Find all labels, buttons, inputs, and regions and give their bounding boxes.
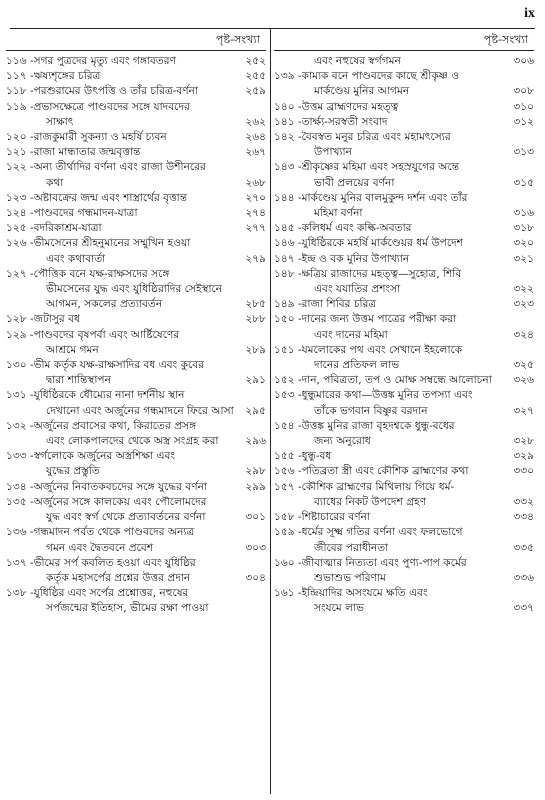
page-reference: ৩২০	[513, 237, 534, 250]
top-rule	[10, 28, 535, 29]
toc-entry-line	[6, 84, 266, 99]
chapter-title: ভাবী প্রলয়ের বর্ণনা	[314, 176, 395, 189]
chapter-title: ইন্দ্রিয়াদির অসংযমে ক্ষতি এবং	[301, 587, 428, 600]
toc-entry-line	[274, 495, 534, 510]
page-reference: ২৬৪	[245, 131, 266, 144]
toc-entry-line	[274, 282, 534, 297]
toc-entry-line	[274, 449, 534, 464]
toc-entry-line	[274, 115, 534, 130]
toc-entry	[274, 525, 534, 555]
chapter-title: যুদ্ধের প্রস্তুতি	[46, 465, 100, 478]
chapter-title: ঋষ্যশৃঙ্গের চরিত্র	[33, 70, 101, 83]
toc-entry	[274, 586, 534, 616]
page-reference: ৩১৮	[513, 222, 534, 235]
page-reference: ৩৩৭	[513, 602, 534, 615]
chapter-title: রাজা শিবির চরিত্র	[301, 298, 377, 311]
page-reference: ২৬৭	[245, 146, 266, 159]
chapter-title: শুভাশুভ পরিণাম	[314, 571, 386, 584]
chapter-title: যুধিষ্ঠিরকে মহর্ষি মার্কণ্ডেয়র ধর্ম উপদেশ	[301, 237, 463, 250]
chapter-number: ১৩৭ -	[6, 556, 34, 569]
page-reference: ২৮৫	[245, 298, 266, 311]
page-reference: ৩৩০	[513, 465, 534, 478]
page-reference: ২৭৯	[245, 252, 266, 265]
toc-entry	[274, 267, 534, 297]
toc-entry-line	[6, 252, 266, 267]
chapter-number: ১২১ -	[6, 146, 34, 159]
page-reference: ৩৩৪	[513, 511, 534, 524]
toc-entry-line	[6, 510, 266, 525]
page-reference: ৩১২	[513, 115, 534, 128]
toc-entry-line	[6, 541, 266, 556]
chapter-title: উত্তম ব্রাহ্মণদের মহত্ত্ব	[301, 100, 399, 113]
page-reference: ৩১৩	[513, 146, 534, 159]
chapter-number: ১৫০ -	[274, 313, 302, 326]
toc-entry-line	[6, 69, 266, 84]
chapter-title: জীবের পরাধীনতা	[314, 541, 389, 554]
toc-entry-line	[6, 191, 266, 206]
chapter-number: ১২৭ -	[6, 267, 34, 280]
chapter-title: অর্জুনের সঙ্গে কালকেয় এবং পৌলোমদের	[33, 495, 207, 508]
chapter-number: ১১৯ -	[6, 100, 34, 113]
chapter-number: ১৪০ -	[274, 100, 302, 113]
toc-entry-line	[274, 358, 534, 373]
chapter-number: ১২৬ -	[6, 237, 34, 250]
page-number: ix	[524, 6, 535, 21]
chapter-number: ১১৬ -	[6, 55, 34, 67]
page-reference: ৩১৫	[513, 176, 534, 189]
toc-entry-line	[274, 510, 534, 525]
chapter-title: অষ্টাবক্রের জন্ম এবং শাস্ত্রার্থের বৃত্তান্ত	[33, 191, 188, 204]
chapter-title: প্রভাসক্ষেত্রে পাণ্ডবদের সঙ্গে যাদবদের	[33, 100, 190, 113]
chapter-number: ১২৩ -	[6, 191, 34, 204]
toc-entry-line	[6, 358, 266, 373]
toc-entry-line	[6, 419, 266, 434]
chapter-title: সগর পুত্রদের মৃত্যু এবং গঙ্গাবতরণ	[33, 55, 176, 67]
chapter-number: ১৫৫ -	[274, 450, 302, 463]
toc-entry	[274, 191, 534, 221]
toc-entry-line	[6, 495, 266, 510]
page-reference: ৩২৩	[513, 298, 534, 311]
chapter-title: পতিব্রতা স্ত্রী এবং কৌশিক ব্রাহ্মণের কথা	[301, 465, 469, 478]
toc-entry	[274, 388, 534, 418]
chapter-title: জটাসুর বধ	[33, 313, 80, 326]
toc-entry	[274, 556, 534, 586]
chapter-title: ইন্দ্র ও বক মুনির উপাখ্যান	[301, 252, 410, 265]
chapter-title: দেখানো এবং অর্জুনের গন্ধমাদনে ফিরে আসা	[46, 404, 234, 417]
chapter-title: সংযমে লাভ	[314, 602, 365, 615]
toc-entry	[6, 525, 266, 555]
page-reference: ২৭০	[245, 191, 266, 204]
chapter-number: ১৩৬ -	[6, 526, 34, 539]
chapter-title: আশ্রমে গমন	[46, 343, 99, 356]
chapter-number: ১৫২ -	[274, 374, 302, 387]
toc-entry-line	[6, 221, 266, 236]
page-reference: ৩০৩	[245, 541, 266, 554]
page-reference: ২৯৯	[245, 480, 266, 493]
chapter-number: ১৪৮ -	[274, 267, 302, 280]
chapter-number: ১৪২ -	[274, 131, 302, 144]
chapter-title: কৌশিক ব্রাহ্মণের মিথিলায় গিয়ে ধর্ম-	[301, 480, 455, 493]
left-entry-list	[6, 54, 266, 617]
chapter-title: মার্কণ্ডেয় মুনির বালমুকুন্দ দর্শন এবং তাঁর	[301, 191, 468, 204]
chapter-title: শ্রীকৃষ্ণের মহিমা এবং সহস্রযুগের অন্তে	[301, 161, 460, 174]
toc-entry	[274, 54, 534, 69]
toc-entry-line	[274, 54, 534, 69]
toc-entry-line	[6, 388, 266, 403]
toc-entry-line	[274, 373, 534, 388]
chapter-number: ১৪১ -	[274, 115, 302, 128]
toc-entry-line	[274, 69, 534, 84]
page-reference: ২৯৬	[245, 435, 266, 448]
toc-entry-line	[274, 267, 534, 282]
toc-entry-line	[274, 556, 534, 571]
chapter-title: তাঁকে ভগবান বিষ্ণুর বরদান	[314, 404, 428, 417]
chapter-title: পৌত্তিক বনে যক্ষ-রাক্ষসদের সঙ্গে	[33, 267, 170, 280]
toc-entry-line	[274, 541, 534, 556]
chapter-title: কলিধর্ম এবং কল্কি-অবতার	[301, 222, 412, 235]
toc-entry-line	[6, 601, 266, 616]
chapter-title: এবং দানের মহিমা	[314, 328, 388, 341]
page-reference: ৩২৭	[513, 404, 534, 417]
chapter-number: ১৬০ -	[274, 556, 302, 569]
chapter-title: গন্ধমাদন পর্বত থেকে পাণ্ডবদের অন্যত্র	[33, 526, 195, 539]
chapter-number: ১২৯ -	[6, 328, 34, 341]
chapter-title: রাজা মান্ধাতার জন্মবৃত্তান্ত	[33, 146, 141, 159]
toc-entry-line	[274, 419, 534, 434]
page-reference: ২৮৮	[245, 313, 266, 326]
toc-entry-line	[274, 434, 534, 449]
toc-entry	[274, 464, 534, 479]
toc-entry-line	[274, 130, 534, 145]
toc-entry-line	[6, 404, 266, 419]
toc-entry-line	[274, 404, 534, 419]
toc-entry-line	[6, 373, 266, 388]
chapter-title: যুধিষ্ঠিরকে ধৌম্যের নানা দর্শনীয় স্থান	[33, 389, 185, 402]
chapter-number: ১৩৫ -	[6, 495, 34, 508]
toc-entry-line	[274, 525, 534, 540]
chapter-number: ১৩৮ -	[6, 587, 34, 600]
page-reference: ৩০১	[245, 511, 266, 524]
chapter-number: ১৪৭ -	[274, 252, 302, 265]
page-reference: ৩০৪	[245, 571, 266, 584]
chapter-number: ১৪৬ -	[274, 237, 302, 250]
page-reference: ২৫২	[245, 55, 266, 67]
toc-entry	[6, 130, 266, 145]
toc-entry	[6, 69, 266, 84]
chapter-title: গমন এবং দ্বৈতবনে প্রবেশ	[46, 541, 154, 554]
chapter-number: ১৩৩ -	[6, 450, 34, 463]
toc-entry-line	[6, 267, 266, 282]
toc-entry-line	[274, 571, 534, 586]
chapter-number: ১৫৯ -	[274, 526, 302, 539]
toc-entry	[274, 252, 534, 267]
chapter-title: অন্য তীর্থাদির বর্ণনা এবং রাজা উশীনরের	[33, 161, 206, 174]
toc-entry-line	[274, 221, 534, 236]
page-reference: ৩৩৫	[513, 541, 534, 554]
toc-entry	[6, 556, 266, 586]
chapter-number: ১৪৫ -	[274, 222, 302, 235]
toc-entry	[274, 160, 534, 190]
chapter-title: মহিমা বর্ণনা	[314, 207, 363, 220]
chapter-number: ১৫৮ -	[274, 511, 302, 524]
chapter-number: ১৩৯ -	[274, 70, 302, 83]
page-reference: ২৬২	[245, 115, 266, 128]
toc-entry-line	[6, 236, 266, 251]
page-reference: ২৬৮	[245, 176, 266, 189]
toc-entry-line	[274, 464, 534, 479]
toc-entry	[6, 221, 266, 236]
chapter-title: অর্জুনের নিবাতকবচদের সঙ্গে যুদ্ধের বর্ণনা	[33, 480, 208, 493]
chapter-number: ১৪৩ -	[274, 161, 302, 174]
chapter-title: কথা	[46, 176, 64, 189]
toc-entry-line	[6, 145, 266, 160]
toc-entry	[274, 221, 534, 236]
chapter-title: যুধিষ্ঠির এবং সর্পের প্রশ্নোত্তর, নহুষের	[33, 587, 189, 600]
toc-entry-line	[6, 312, 266, 327]
page-reference: ২৯১	[245, 374, 266, 387]
toc-entry	[6, 160, 266, 190]
chapter-number: ১২৫ -	[6, 222, 34, 235]
chapter-title: স্বর্গলোকে অর্জুনের অস্ত্রশিক্ষা এবং	[33, 450, 175, 463]
toc-entry	[6, 206, 266, 221]
chapter-title: ক্ষত্রিয় রাজাদের মহত্ত্ব—সুহোত্র, শিবি	[301, 267, 462, 280]
toc-entry-line	[6, 282, 266, 297]
toc-entry	[274, 510, 534, 525]
chapter-title: ভীমের সর্প কবলিত হওয়া এবং যুধিষ্ঠির	[33, 556, 196, 569]
toc-entry-line	[274, 388, 534, 403]
chapter-title: মার্কণ্ডেয় মুনির আগমন	[314, 85, 410, 98]
chapter-title: জন্য অনুরোধ	[314, 435, 371, 448]
toc-entry-line	[274, 601, 534, 616]
toc-entry-line	[274, 206, 534, 221]
toc-entry-line	[274, 191, 534, 206]
toc-entry	[274, 312, 534, 342]
page-reference: ২৯৫	[245, 404, 266, 417]
toc-entry-line	[6, 480, 266, 495]
chapter-number: ১৩১ -	[6, 389, 34, 402]
toc-entry	[6, 586, 266, 616]
toc-entry-line	[6, 297, 266, 312]
chapter-number: ১৫৬ -	[274, 465, 302, 478]
toc-entry	[274, 100, 534, 115]
toc-entry	[6, 145, 266, 160]
chapter-title: ধুন্ধু-বধ	[301, 450, 332, 463]
page-reference: ২৫৫	[245, 70, 266, 83]
chapter-title: যুদ্ধ এবং স্বর্গ থেকে প্রত্যাবর্তনের বর্ণনা	[46, 511, 206, 524]
toc-entry-line	[274, 176, 534, 191]
chapter-number: ১৪৪ -	[274, 191, 302, 204]
chapter-title: পাণ্ডবদের বৃষপর্বা এবং আর্ষ্টিষেণের	[33, 328, 180, 341]
toc-entry	[6, 312, 266, 327]
chapter-title: ব্যাধের নিকট উপদেশ গ্রহণ	[314, 495, 427, 508]
chapter-title: অর্জুনের প্রবাসের কথা, কিরাতের প্রসঙ্গ	[33, 419, 197, 432]
toc-entry	[6, 358, 266, 388]
toc-entry	[274, 130, 534, 160]
chapter-number: ১৩২ -	[6, 419, 34, 432]
chapter-title: যমলোকের পথ এবং সেখানে ইহলোকে	[301, 343, 463, 356]
toc-entry	[274, 419, 534, 449]
toc-entry	[6, 388, 266, 418]
chapter-title: সাক্ষাৎ	[46, 115, 74, 128]
chapter-title: আগমন, সকলের প্রত্যাবর্তন	[46, 298, 163, 311]
page-reference: ৩২৪	[513, 328, 534, 341]
toc-entry-line	[274, 586, 534, 601]
page-reference: ৩০৬	[513, 55, 534, 67]
toc-entry-line	[6, 130, 266, 145]
chapter-number: ১১৭ -	[6, 70, 34, 83]
toc-entry	[274, 236, 534, 251]
page-reference: ৩২৬	[513, 374, 534, 387]
chapter-number: ১৩০ -	[6, 359, 34, 372]
toc-entry-line	[274, 145, 534, 160]
toc-entry	[274, 115, 534, 130]
chapter-number: ১৫৩ -	[274, 389, 302, 402]
toc-entry	[6, 449, 266, 479]
page-reference: ৩২৯	[513, 450, 534, 463]
toc-entry	[6, 84, 266, 99]
toc-entry	[6, 495, 266, 525]
chapter-number: ১১৮ -	[6, 85, 34, 98]
page-reference: ৩৩২	[513, 495, 534, 508]
toc-entry-line	[6, 54, 266, 69]
toc-entry	[274, 480, 534, 510]
toc-entry-line	[6, 206, 266, 221]
page-reference: ৩২৮	[513, 435, 534, 448]
toc-entry	[6, 419, 266, 449]
chapter-title: এবং নহুষের স্বর্গগমন	[314, 55, 401, 67]
page-reference: ৩২২	[513, 283, 534, 296]
chapter-title: ভীমসেনের শ্রীহনুমানের সম্মুখিন হওয়া	[33, 237, 191, 250]
column-divider	[270, 28, 271, 794]
chapter-title: পাণ্ডবদের গন্ধমাদন-যাত্রা	[33, 207, 138, 220]
toc-entry	[6, 54, 266, 69]
toc-entry-line	[274, 480, 534, 495]
toc-entry-line	[6, 343, 266, 358]
toc-entry	[6, 480, 266, 495]
toc-entry-line	[6, 525, 266, 540]
chapter-number: ১৩৪ -	[6, 480, 34, 493]
page-reference: ৩১৬	[513, 207, 534, 220]
chapter-title: ভীম কর্তৃক যক্ষ-রাক্ষসাদির বধ এবং কুবের	[33, 359, 205, 372]
toc-entry	[6, 191, 266, 206]
chapter-number: ১২০ -	[6, 131, 34, 144]
toc-entry-line	[6, 571, 266, 586]
page-reference: ৩১০	[513, 100, 534, 113]
chapter-number: ১২২ -	[6, 161, 34, 174]
toc-entry-line	[6, 160, 266, 175]
chapter-title: পরশুরামের উৎপত্তি ও তাঁর চরিত্র-বর্ণনা	[33, 85, 199, 98]
chapter-title: ধুন্ধুমারের কথা—উত্তঙ্ক মুনির তপস্যা এবং	[301, 389, 473, 402]
page-reference: ২৫৯	[245, 85, 266, 98]
chapter-title: এবং যযাতির প্রশংসা	[314, 283, 401, 296]
toc-entry-line	[274, 343, 534, 358]
chapter-title: এবং কথাবার্তা	[46, 252, 106, 265]
toc-entry-line	[274, 236, 534, 251]
toc-entry-line	[6, 449, 266, 464]
toc-entry	[274, 297, 534, 312]
toc-entry	[6, 100, 266, 130]
page-reference: ৩৩৬	[513, 571, 534, 584]
chapter-title: রাজকুমারী সুকন্যা ও মহর্ষি চ্যবন	[33, 131, 167, 144]
chapter-number: ১২৮ -	[6, 313, 34, 326]
page-count-header: পৃষ্ট-সংখ্যা	[274, 30, 534, 51]
chapter-title: ধর্মের সূক্ষ্ম গতির বর্ণনা এবং ফলভোগে	[301, 526, 463, 539]
toc-entry-line	[274, 84, 534, 99]
page-reference: ২৯৮	[245, 465, 266, 478]
toc-entry-line	[274, 328, 534, 343]
toc-entry-line	[6, 556, 266, 571]
toc-entry-line	[6, 328, 266, 343]
chapter-number: ১২৪ -	[6, 207, 34, 220]
chapter-number: ১৫১ -	[274, 343, 302, 356]
left-column	[6, 30, 266, 800]
toc-entry	[274, 449, 534, 464]
toc-entry	[274, 373, 534, 388]
chapter-number: ১৪৯ -	[274, 298, 302, 311]
toc-entry	[6, 328, 266, 358]
chapter-title: বদরিকাশ্রম-যাত্রা	[33, 222, 102, 235]
page-count-header: পৃষ্ট-সংখ্যা	[6, 30, 266, 51]
toc-entry-line	[6, 115, 266, 130]
page-reference: ৩২৫	[513, 359, 534, 372]
toc-entry-line	[6, 434, 266, 449]
toc-entry-line	[274, 100, 534, 115]
page-reference: ৩২১	[513, 252, 534, 265]
page-reference: ২৭৪	[245, 207, 266, 220]
chapter-title: উত্তঙ্ক মুনির রাজা বৃহদশ্বকে ধুন্ধু-বধের	[301, 419, 455, 432]
toc-entry-line	[6, 176, 266, 191]
toc-entry-line	[274, 312, 534, 327]
toc-entry-line	[6, 464, 266, 479]
right-column	[274, 30, 534, 800]
chapter-title: দানের জন্য উত্তম পাত্রের পরীক্ষা করা	[301, 313, 457, 326]
chapter-number: ১৫৭ -	[274, 480, 302, 493]
right-entry-list	[274, 54, 534, 617]
toc-entry-line	[6, 100, 266, 115]
toc-entry-line	[6, 586, 266, 601]
chapter-title: এবং লোকপালদের থেকে অস্ত্র সংগ্রহ করা	[46, 435, 219, 448]
chapter-number: ১৫৪ -	[274, 419, 302, 432]
toc-entry	[274, 69, 534, 99]
page-reference: ২৭৭	[245, 222, 266, 235]
page-reference: ৩০৮	[513, 85, 534, 98]
toc-entry-line	[274, 160, 534, 175]
toc-entry	[6, 236, 266, 266]
chapter-title: বৈবস্বত মনুর চরিত্র এবং মহামৎস্যের	[301, 131, 451, 144]
chapter-title: ভীমসেনের যুদ্ধ এবং যুধিষ্ঠিরাদির সেইস্থানে	[46, 283, 223, 296]
chapter-number: ১৬১ -	[274, 587, 302, 600]
toc-entry	[6, 267, 266, 313]
page-reference: ২৮৯	[245, 343, 266, 356]
chapter-title: কর্তৃক মহাসর্পের প্রশ্নের উত্তর প্রদান	[46, 571, 191, 584]
toc-entry	[274, 343, 534, 373]
chapter-title: সর্পজন্মের ইতিহাস, ভীমের রক্ষা পাওয়া	[46, 602, 209, 615]
chapter-title: কাম্যক বনে পাণ্ডবদের কাছে শ্রীকৃষ্ণ ও	[301, 70, 460, 83]
chapter-title: জীবাত্মার নিত্যতা এবং পুণ্য-পাপ কর্মের	[301, 556, 467, 569]
chapter-title: দ্বারা শান্তিস্থাপন	[46, 374, 111, 387]
chapter-title: উপাখ্যান	[314, 146, 352, 159]
toc-entry-line	[274, 297, 534, 312]
chapter-title: দান, পবিত্রতা, তপ ও মোক্ষ সম্বন্ধে আলোচনা	[301, 374, 492, 387]
chapter-title: শিষ্টাচারের বর্ণনা	[301, 511, 371, 524]
chapter-title: দানের প্রতিফল লাভ	[314, 359, 400, 372]
chapter-title: তার্ক্ষ্য-সরস্বতী সংবাদ	[301, 115, 388, 128]
toc-entry-line	[274, 252, 534, 267]
